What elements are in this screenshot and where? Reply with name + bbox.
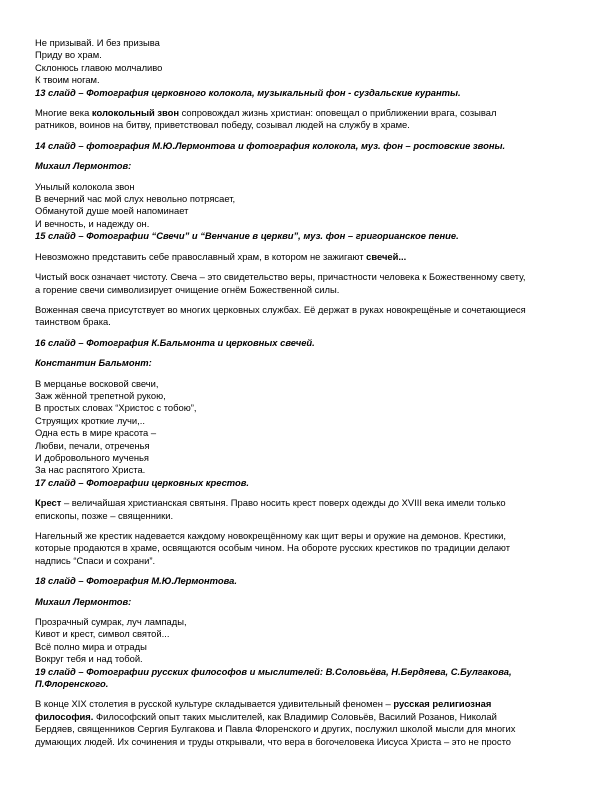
text-line: ратников, воинов на битву, приветствовал победу, созывал людей на службу в храме. bbox=[35, 119, 410, 131]
paragraph-pectoral-cross bbox=[35, 530, 580, 567]
poem-line: Вокруг тебя и над тобой. bbox=[35, 653, 143, 665]
poem-line: Приду во храм. bbox=[35, 49, 102, 61]
paragraph-cross bbox=[35, 497, 580, 522]
text-line: епископы, позже – священники. bbox=[35, 509, 174, 521]
poem-line: За нас распятого Христа. bbox=[35, 464, 146, 476]
text-line: Чистый воск означает чистоту. Свеча – это свидетельство веры, причастности человека к Божественному свету, bbox=[35, 271, 526, 283]
emphasis-text: философия. bbox=[35, 710, 94, 722]
poem-line: Обманутой душе моей напоминает bbox=[35, 205, 189, 217]
poem-stanza bbox=[35, 616, 580, 666]
poem-line: В простых словах “Христос с тобою”, bbox=[35, 402, 197, 414]
poem-line: И вечность, и надежду он. bbox=[35, 217, 150, 229]
paragraph-candle-services bbox=[35, 304, 580, 329]
poem-stanza bbox=[35, 181, 580, 231]
emphasis-text: Крест bbox=[35, 497, 62, 509]
text-line: таинством брака. bbox=[35, 316, 111, 328]
poem-line: Унылый колокола звон bbox=[35, 180, 135, 192]
poem-author: Михаил Лермонтов: bbox=[35, 595, 132, 607]
poem-line: Кивот и крест, символ святой... bbox=[35, 628, 170, 640]
poem-line: Склонюсь главою молчаливо bbox=[35, 61, 163, 73]
slide-heading-19 bbox=[35, 666, 580, 691]
slide-heading-13: 13 слайд – Фотография церковного колокола, музыкальный фон - суздальские куранты. bbox=[35, 86, 461, 98]
text-run: В конце XIX столетия в русской культуре складывается удивительный феномен – bbox=[35, 698, 394, 710]
text-run: – величайшая христианская святыня. Право носить крест поверх одежды до XVIII века имели только bbox=[61, 497, 506, 509]
poem-author: Константин Бальмонт: bbox=[35, 357, 152, 369]
poem-line: Всё полно мира и отрады bbox=[35, 640, 147, 652]
emphasis-text: колокольный звон bbox=[91, 107, 180, 119]
poem-line: Любви, печали, отреченья bbox=[35, 439, 150, 451]
text-line: Нагельный же крестик надевается каждому новокрещённому как щит веры и оружие на демонов. Крестики, bbox=[35, 530, 507, 541]
paragraph-wax bbox=[35, 271, 580, 296]
poem-line: Заж жённой трепетной рукою, bbox=[35, 389, 166, 401]
text-run: Многие века bbox=[35, 107, 92, 119]
slide-heading-14: 14 слайд – фотография М.Ю.Лермонтова и фотография колокола, муз. фон – ростовские звоны. bbox=[35, 139, 506, 151]
poem-line: И добровольного мученья bbox=[35, 451, 149, 463]
text-line: а горение свечи символизирует очищение огнём Божественной силы. bbox=[35, 283, 340, 295]
slide-heading-16: 16 слайд – Фотография К.Бальмонта и церковных свечей. bbox=[35, 336, 315, 348]
slide-heading-18: 18 слайд – Фотография М.Ю.Лермонтова. bbox=[35, 575, 237, 587]
heading-line: П.Флоренского. bbox=[35, 678, 109, 690]
poem-author: Михаил Лермонтов: bbox=[35, 160, 132, 172]
text-line: Бердяев, священников Сергия Булгакова и Павла Флоренского и других, послужил школой мысли для многих bbox=[35, 723, 516, 735]
slide-heading-17: 17 слайд – Фотографии церковных крестов. bbox=[35, 476, 250, 488]
poem-stanza bbox=[35, 37, 580, 87]
emphasis-text: свечей... bbox=[366, 250, 407, 262]
slide-heading-15: 15 слайд – Фотографии “Свечи” и “Венчание в церкви”, муз. фон – григорианское пение. bbox=[35, 230, 459, 242]
poem-line: Одна есть в мире красота – bbox=[35, 427, 157, 439]
text-line: думающих людей. Их сочинения и труды открывали, что вера в богочеловека Иисуса Христа – это не просто bbox=[35, 735, 511, 747]
poem-line: В вечерний час мой слух невольно потрясает, bbox=[35, 193, 236, 205]
paragraph-bell bbox=[35, 107, 580, 132]
text-run: Философский опыт таких мыслителей, как Владимир Соловьёв, Василий Розанов, Николай bbox=[93, 710, 497, 722]
poem-line: К твоим ногам. bbox=[35, 74, 100, 86]
text-line: Воженная свеча присутствует во многих церковных службах. Её держат в руках новокрещёные и сочетающиеся bbox=[35, 303, 526, 315]
poem-line: Прозрачный сумрак, луч лампады, bbox=[35, 616, 187, 628]
poem-line: В мерцанье восковой свечи, bbox=[35, 377, 159, 389]
text-run: сопровождал жизнь христиан: оповещал о приближении врага, созывал bbox=[179, 107, 497, 119]
emphasis-text: русская религиозная bbox=[393, 698, 492, 710]
text-run: Невозможно представить себе православный храм, в котором не зажигают bbox=[35, 250, 367, 262]
heading-line: 19 слайд – Фотографии русских философов и мыслителей: В.Соловьёва, Н.Бердяева, С.Булгакова, bbox=[35, 665, 512, 677]
document-body bbox=[35, 37, 580, 748]
text-line: надпись “Спаси и сохрани”. bbox=[35, 554, 156, 566]
paragraph-candles-intro bbox=[35, 251, 580, 263]
poem-stanza bbox=[35, 378, 580, 477]
poem-line: Не призывай. И без призыва bbox=[35, 37, 160, 48]
paragraph-philosophy bbox=[35, 698, 580, 748]
text-line: которые продаются в храме, освящаются особым чином. На обороте русских крестиков по традиции делают bbox=[35, 542, 511, 554]
poem-line: Струящих кроткие лучи,.. bbox=[35, 414, 145, 426]
